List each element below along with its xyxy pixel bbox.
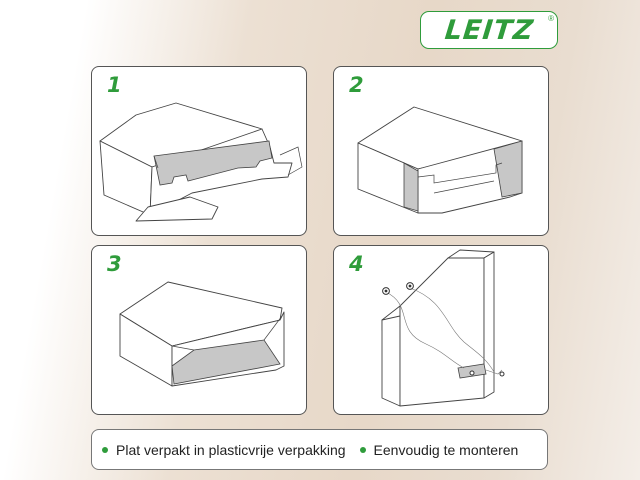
step-2-illustration [334,67,549,236]
green-dot-icon [102,447,108,453]
step-3-illustration [92,246,307,415]
registered-mark: ® [548,14,554,23]
feature-item [102,442,346,458]
step-3-panel [91,245,307,415]
brand-name: LEITZ [443,14,535,46]
features-bar [91,429,548,470]
step-4-illustration [334,246,549,415]
leitz-logo [420,11,558,49]
step-number: 1 [107,73,122,97]
step-1-panel [91,66,307,236]
step-number: 4 [349,252,364,276]
step-1-illustration [92,67,307,236]
feature-label: Plat verpakt in plasticvrije verpakking [116,441,346,458]
step-number: 2 [349,73,364,97]
feature-item [360,442,519,458]
feature-label: Eenvoudig te monteren [373,441,519,458]
green-dot-icon [360,447,366,453]
step-4-panel [333,245,549,415]
step-number: 3 [107,252,122,276]
step-2-panel [333,66,549,236]
